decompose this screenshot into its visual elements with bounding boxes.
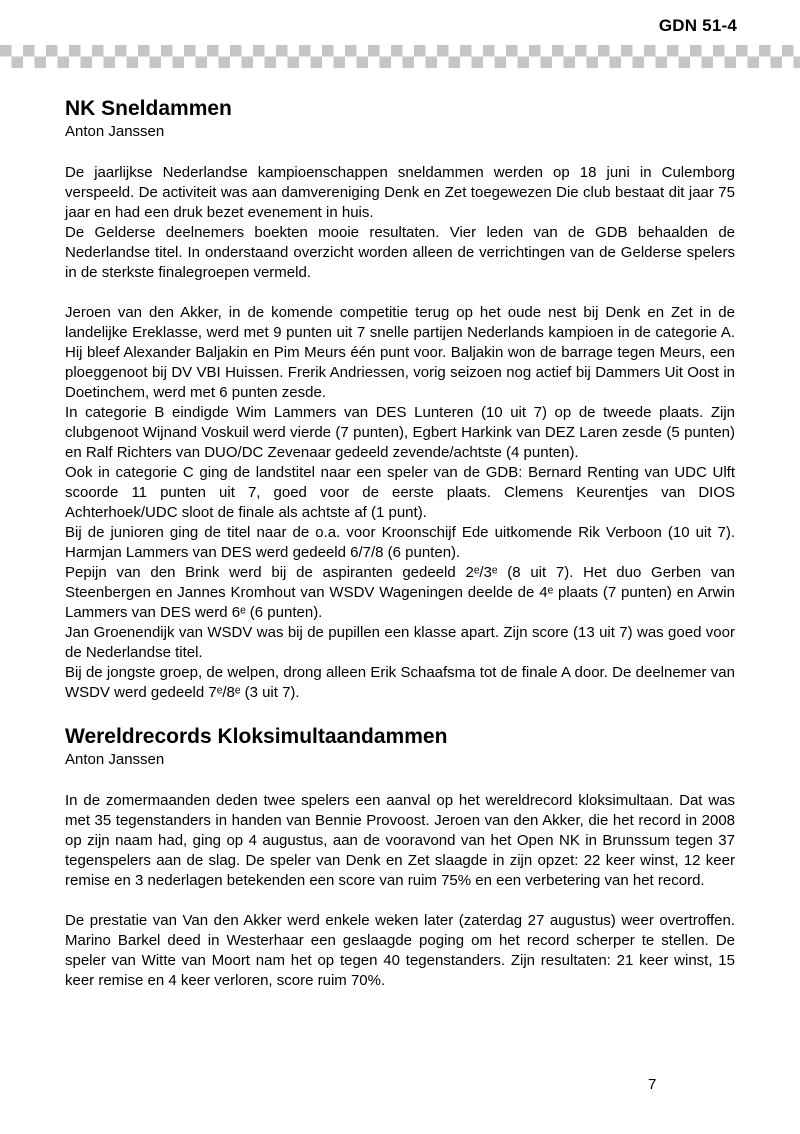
paragraph: Jeroen van den Akker, in de komende competitie terug op het oude nest bij Denk en Zet in de landelijke Ereklasse, werd met 9 punten uit 7 snelle partijen Nederlands kampioen in de categorie A. Hij bleef Alexander Baljakin en Pim Meurs één punt voor. Baljakin won de barrage tegen Meurs, een ploeggenoot bij DV VBI Huissen. Frerik Andriessen, vorig seizoen nog actief bij Dammers Uit Oost in Doetinchem, werd met 6 punten zesde. [65, 304, 735, 401]
journal-issue-label: GDN 51-4 [658, 16, 737, 35]
section-title: Wereldrecords Kloksimultaandammen [65, 725, 448, 748]
author-byline: Anton Janssen [65, 123, 165, 140]
paragraph: De prestatie van Van den Akker werd enkele weken later (zaterdag 27 augustus) weer overtroffen. Marino Barkel deed in Westerhaar een geslaagde poging om het record scherper te stellen. De speler van Witte van Moort nam het op tegen 40 tegenstanders. Zijn resultaten: 21 keer winst, 15 keer remise en 4 keer verloren, score ruim 70%. [65, 912, 735, 989]
section-title: NK Sneldammen [65, 97, 232, 120]
text-block [65, 911, 735, 991]
paragraph: Pepijn van den Brink werd bij de aspiranten gedeeld 2ᵉ/3ᵉ (8 uit 7). Het duo Gerben van Steenbergen en Jannes Kromhout van WSDV Wageningen deelde de 4ᵉ plaats (7 punten) en Arwin Lammers van DES werd 6ᵉ (6 punten). [65, 564, 735, 621]
paragraph: Ook in categorie C ging de landstitel naar een speler van de GDB: Bernard Renting van UDC Ulft scoorde 11 punten uit 7, goed voor de eerste plaats. Clemens Keurentjes van DIOS Achterhoek/UDC sloot de finale als achtste af (1 punt). [65, 464, 735, 521]
paragraph: De jaarlijkse Nederlandse kampioenschappen sneldammen werden op 18 juni in Culemborg verspeeld. De activiteit was aan damvereniging Denk en Zet toegewezen Die club bestaat dit jaar 75 jaar en had een druk bezet evenement in huis. [65, 164, 735, 221]
page-header [0, 0, 800, 45]
paragraph: Bij de jongste groep, de welpen, drong alleen Erik Schaafsma tot de finale A door. De deelnemer van WSDV werd gedeeld 7ᵉ/8ᵉ (3 uit 7). [65, 664, 735, 701]
text-block [65, 163, 735, 283]
text-block [65, 791, 735, 891]
section-wereldrecords [65, 725, 735, 991]
paragraph: Bij de junioren ging de titel naar de o.a. voor Kroonschijf Ede uitkomende Rik Verboon (10 uit 7). Harmjan Lammers van DES werd gedeeld 6/7/8 (6 punten). [65, 524, 735, 561]
page-number: 7 [648, 1076, 657, 1093]
paragraph: De Gelderse deelnemers boekten mooie resultaten. Vier leden van de GDB behaalden de Nederlandse titel. In onderstaand overzicht worden alleen de verrichtingen van de Gelderse spelers in de sterkste finalegroepen vermeld. [65, 224, 735, 281]
paragraph: In categorie B eindigde Wim Lammers van DES Lunteren (10 uit 7) op de tweede plaats. Zijn clubgenoot Wijnand Voskuil werd vierde (7 punten), Egbert Harkink van DEZ Laren zesde (5 punten) en Ralf Richters van DUO/DC Zevenaar gedeeld zevende/achtste (4 punten). [65, 404, 735, 461]
text-block [65, 303, 735, 703]
checkered-divider [0, 45, 800, 68]
paragraph: In de zomermaanden deden twee spelers een aanval op het wereldrecord kloksimultaan. Dat was met 35 tegenstanders in handen van Bennie Provoost. Jeroen van den Akker, die het record in 2008 op zijn naam had, ging op 4 augustus, aan de vooravond van het Open NK in Brunssum tegen 37 tegenspelers aan de slag. De speler van Denk en Zet slaagde in zijn opzet: 22 keer winst, 12 keer remise en 3 nederlagen betekenden een score van ruim 75% en een verbetering van het record. [65, 792, 735, 889]
author-byline: Anton Janssen [65, 751, 165, 768]
section-nk-sneldammen [65, 97, 735, 703]
page-content [65, 97, 735, 991]
paragraph: Jan Groenendijk van WSDV was bij de pupillen een klasse apart. Zijn score (13 uit 7) was goed voor de Nederlandse titel. [65, 624, 735, 661]
